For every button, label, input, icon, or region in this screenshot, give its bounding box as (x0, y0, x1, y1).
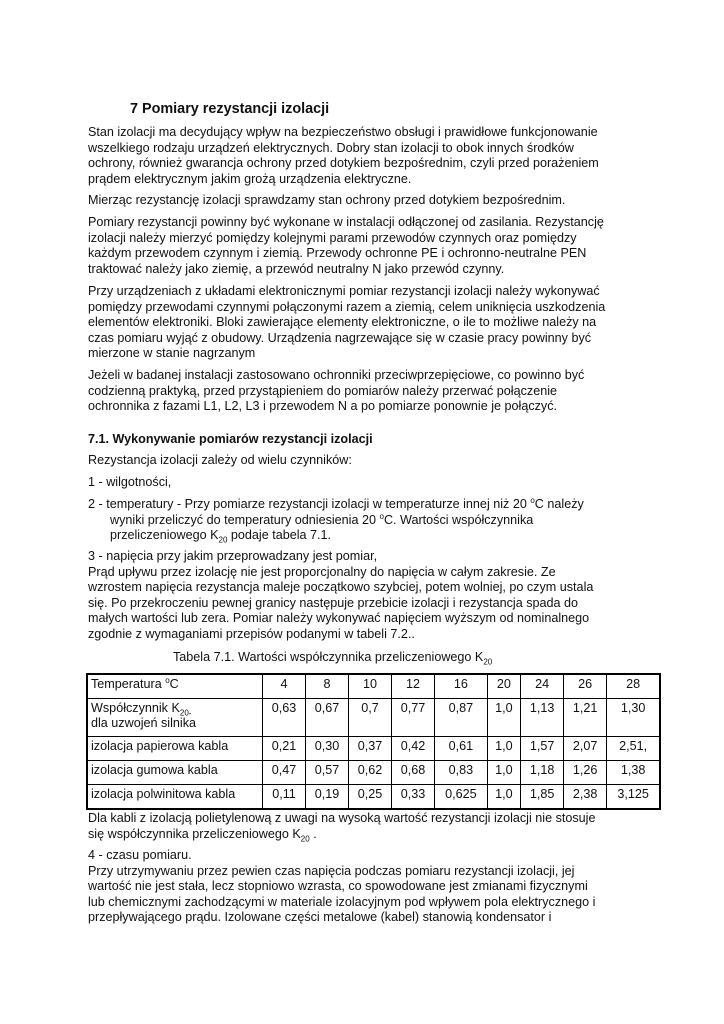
text-line: Jeżeli w badanej instalacji zastosowano ochronniki przeciwprzepięciowe, co powinno być (88, 368, 585, 382)
text-line: prądem elektrycznym jakim grożą urządzenia elektryczne. (88, 171, 412, 186)
table-cell: 1,30 (607, 699, 660, 737)
table-cell: 0,7 (349, 699, 392, 737)
table-cell: 0,42 (392, 737, 435, 761)
text-line: Rezystancja izolacji zależy od wielu czynników: (88, 453, 352, 467)
text-line: Przy urządzeniach z układami elektronicznymi pomiar rezystancji izolacji należy wykonywać (88, 284, 600, 298)
table-cell: 0,63 (263, 699, 306, 737)
text-line: elementów elektroniki. Bloki zawierające elementy elektroniczne, o ile to możliwe należy na (88, 315, 597, 330)
text-line: wzrostem napięcia rezystancja maleje początkowo szybciej, potem wolniej, po czym ustala (88, 580, 594, 595)
factor-humidity (88, 475, 648, 491)
text-line: lub chemicznymi zachodzącymi w materiale izolacyjnym pod wpływem pola elektrycznego i (88, 894, 596, 909)
table-cell: 0,47 (263, 761, 306, 785)
table-cell: 1,13 (521, 699, 564, 737)
text-line: każdym przewodem czynnym i ziemią. Przewody ochronne PE i ochronno-neutralne PEN (88, 246, 587, 261)
text-line: 2 - temperatury - Przy pomiarze rezystancji izolacji w temperaturze innej niż 20 $^o$C należy (88, 495, 584, 511)
text-line: Pomiary rezystancji powinny być wykonane w instalacji odłączonej od zasilania. Rezystancję (88, 215, 604, 229)
text-line: ochrony, również gwarancja ochrony przed dotykiem bezpośrednim, czyli przed porażeniem (88, 156, 599, 171)
table-cell: 0,87 (435, 699, 488, 737)
paragraph-polyethylene (88, 811, 648, 842)
text-line: Prąd upływu przez izolację nie jest proporcjonalny do napięcia w całym zakresie. Ze (88, 564, 556, 579)
table-cell: 0,625 (435, 785, 488, 810)
table-cell: 2,51, (607, 737, 660, 761)
table-cell: 0,30 (306, 737, 349, 761)
table-cell: 0,67 (306, 699, 349, 737)
text-line: mierzone w stanie nagrzanym (88, 346, 256, 361)
text-line: wszelkiego rodzaju urządzeń elektrycznych. Dobry stan izolacji to obok innych środków (88, 140, 574, 155)
table-row (87, 699, 660, 737)
text-line: Mierząc rezystancję izolacji sprawdzamy stan ochrony przed dotykiem bezpośrednim. (88, 193, 566, 207)
text-line: Przy utrzymywaniu przez pewien czas napięcia podczas pomiaru rezystancji izolacji, jej (88, 863, 575, 878)
text-line: wartość nie jest stała, lecz stopniowo wzrasta, co spowodowane jest zmianami fizycznymi (88, 879, 588, 894)
table-row-label: izolacja polwinitowa kabla (87, 785, 263, 810)
table-cell: 2,07 (564, 737, 607, 761)
table-cell: 1,85 (521, 785, 564, 810)
text-line: ochronnika z fazami L1, L2, L3 i przewodem N a po pomiarze ponownie je połączyć. (88, 399, 558, 414)
table-cell: 1,38 (607, 761, 660, 785)
table-cell: 0,57 (306, 761, 349, 785)
table-row-label: izolacja gumowa kabla (87, 761, 263, 785)
table-cell: 26 (564, 674, 607, 699)
factor-time (88, 848, 648, 926)
text-line: 1 - wilgotności, (88, 475, 172, 489)
table-row-label: Współczynnik $K_{20-}$ dla uzwojeń silnika (87, 699, 263, 737)
table-cell: 1,0 (487, 737, 520, 761)
table-cell: 0,33 (392, 785, 435, 810)
table-cell: 2,38 (564, 785, 607, 810)
table-cell: 24 (521, 674, 564, 699)
table-cell: 0,77 (392, 699, 435, 737)
table-header-label: Temperatura $^o$C (87, 674, 263, 699)
table-row (87, 737, 660, 761)
table-row-label: izolacja papierowa kabla (87, 737, 263, 761)
table-cell: 0,11 (263, 785, 306, 810)
paragraph-conditions (88, 215, 648, 277)
text-line: przeliczeniowego $K_{20}$ podaje tabela 7.1. (110, 528, 332, 545)
table-cell: 1,0 (487, 699, 520, 737)
text-line: traktować należy jako ziemię, a przewód neutralny N jako przewód czynny. (88, 261, 505, 276)
k20-coefficient-table (86, 673, 661, 810)
table-cell: 1,0 (487, 785, 520, 810)
text-line: przepływającego prądu. Izolowane części metalowe (kabel) stanowią kondensator i (88, 910, 552, 925)
text-line: czas pomiaru wyjąć z obudowy. Urządzenia nagrzewające się w czasie pracy powinny być (88, 330, 592, 345)
text-line: 4 - czasu pomiaru. (88, 848, 192, 862)
table-cell: 4 (263, 674, 306, 699)
section-title: 7 Pomiary rezystancji izolacji (130, 101, 330, 117)
table-cell: 0,68 (392, 761, 435, 785)
factors-intro (88, 453, 648, 469)
table-cell: 28 (607, 674, 660, 699)
text-line: izolacji należy mierzyć pomiędzy kolejnymi parami przewodów czynnych oraz pomiędzy (88, 230, 577, 245)
table-cell: 1,0 (487, 761, 520, 785)
table-cell: 1,21 (564, 699, 607, 737)
text-line: małych wartości lub zera. Pomiar należy wykonywać napięciem wyższym od nominalnego (88, 611, 590, 626)
table-cell: 1,57 (521, 737, 564, 761)
table-cell: 0,37 (349, 737, 392, 761)
table-cell: 0,83 (435, 761, 488, 785)
paragraph-electronics (88, 284, 648, 362)
table-caption: Tabela 7.1. Wartości współczynnika przeliczeniowego $K_{20}$ (173, 650, 493, 667)
table-cell: 20 (487, 674, 520, 699)
table-cell: 1,26 (564, 761, 607, 785)
table-header-row (87, 674, 660, 699)
paragraph-measuring (88, 193, 648, 209)
table-cell: 0,61 (435, 737, 488, 761)
text-line: się. Po przekroczeniu pewnej granicy następuje przebicie izolacji i rezystancja spada do (88, 595, 579, 610)
table-cell: 0,19 (306, 785, 349, 810)
subsection-title: 7.1. Wykonywanie pomiarów rezystancji izolacji (88, 432, 373, 446)
table-row (87, 785, 660, 810)
text-line: wyniki przeliczyć do temperatury odniesienia 20 $^o$C. Wartości współczynnika (110, 511, 534, 527)
factor-voltage (88, 549, 648, 643)
table-cell: 0,21 (263, 737, 306, 761)
table-cell: 0,62 (349, 761, 392, 785)
text-line: Stan izolacji ma decydujący wpływ na bezpieczeństwo obsługi i prawidłowe funkcjonowanie (88, 125, 598, 139)
text-line: się współczynnika przeliczeniowego $K_{20}$ . (88, 826, 317, 844)
table-cell: 8 (306, 674, 349, 699)
text-line: pomiędzy przewodami czynnymi połączonymi razem a ziemią, celem uniknięcia uszkodzenia (88, 299, 606, 314)
paragraph-surge-protectors (88, 368, 648, 415)
table-cell: 16 (435, 674, 488, 699)
table-cell: 10 (349, 674, 392, 699)
table-cell: 1,18 (521, 761, 564, 785)
text-line: zgodnie z wymaganiami przepisów podanymi w tabeli 7.2.. (88, 626, 415, 641)
table-cell: 12 (392, 674, 435, 699)
factor-temperature (88, 497, 648, 544)
table-cell: 0,25 (349, 785, 392, 810)
table-row (87, 761, 660, 785)
text-line: Dla kabli z izolacją polietylenową z uwagi na wysoką wartość rezystancji izolacji nie stosuje (88, 811, 596, 825)
text-line: codzienną praktyką, przed przystąpieniem do pomiarów należy przerwać połączenie (88, 383, 558, 398)
text-line: 3 - napięcia przy jakim przeprowadzany jest pomiar, (88, 549, 378, 563)
intro-paragraph (88, 125, 648, 187)
table-cell: 3,125 (607, 785, 660, 810)
